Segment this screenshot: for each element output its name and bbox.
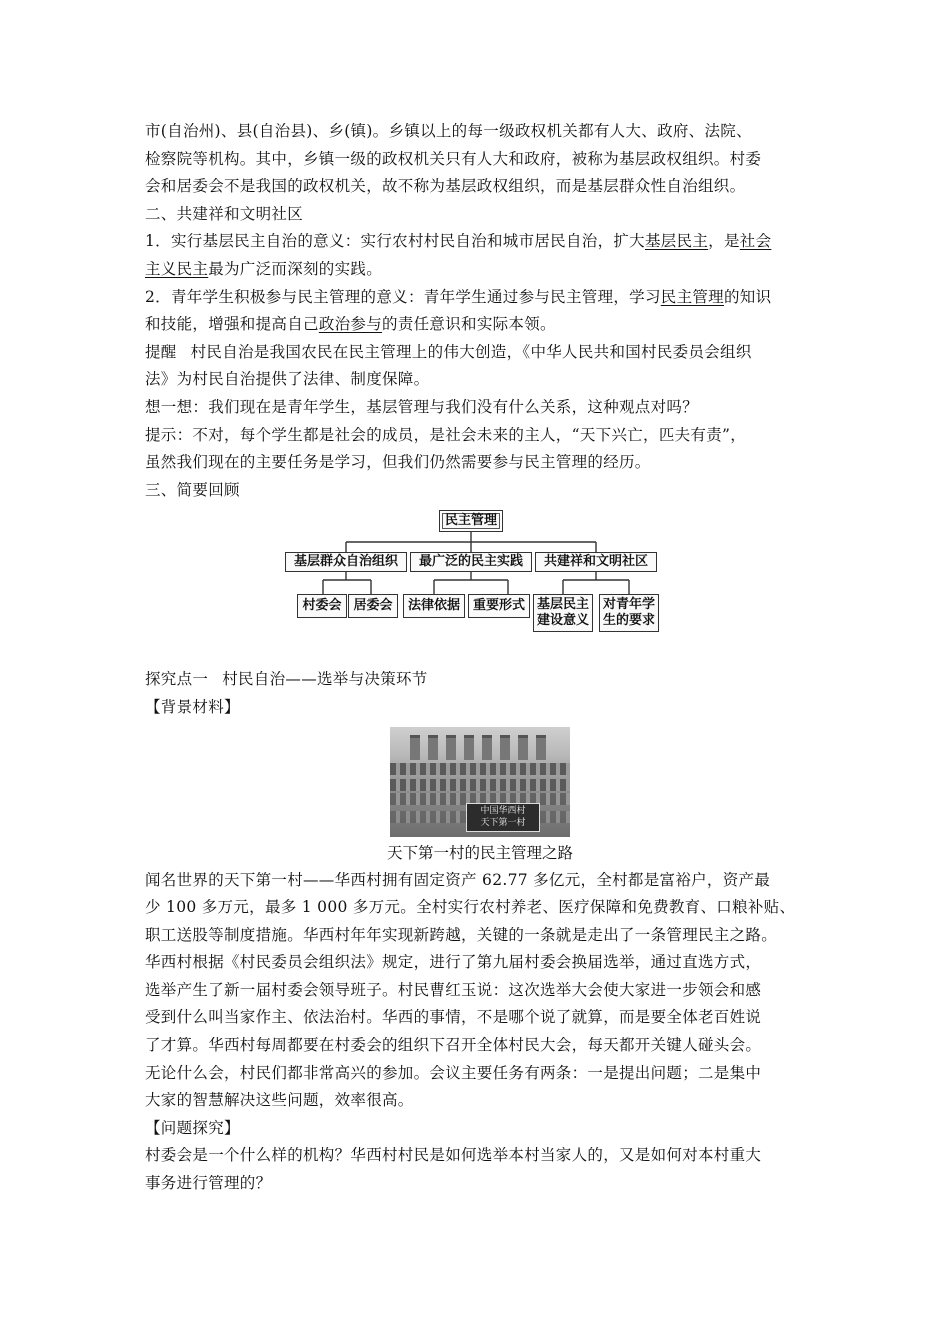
tree-node-level2: 对青年学生的要求: [599, 594, 659, 632]
question-text: 村委会是一个什么样的机构？华西村村民是如何选举本村当家人的，又是如何对本村重大: [145, 1146, 762, 1165]
text-run: 的知识: [723, 287, 772, 306]
sign-text: 中国华西村: [480, 805, 526, 816]
text-run: ，是: [708, 232, 740, 251]
reminder-label: 提醒: [145, 342, 177, 361]
text-run: 和技能，增强和提高自己: [145, 315, 319, 334]
tree-node-level2: 村委会: [297, 594, 347, 618]
body-line: 受到什么叫当家作主、依法治村。华西的事情，不是哪个说了就算，而是要全体老百姓说: [145, 1008, 762, 1027]
section-heading: 三、简要回顾: [145, 480, 240, 499]
explore-title: 村民自治——选举与决策环节: [222, 670, 428, 689]
huaxi-village-photo: [390, 727, 570, 837]
tree-node-level2: 居委会: [348, 594, 398, 618]
question-label: 【问题探究】: [145, 1118, 240, 1137]
tree-root: 民主管理: [439, 510, 503, 532]
underlined-term: 主义民主: [145, 259, 209, 278]
body-line: 了才算。华西村每周都要在村委会的组织下召开全体村民大会，每天都开关键人碰头会。: [145, 1036, 762, 1055]
body-line: 职工送股等制度措施。华西村年年实现新跨越，关键的一条就是走出了一条管理民主之路。: [145, 925, 778, 944]
body-line: 大家的智慧解决这些问题，效率很高。: [145, 1091, 414, 1110]
background-label: 【背景材料】: [145, 697, 240, 716]
village-sign: [466, 803, 540, 832]
text-run: 1．实行基层民主自治的意义：实行农村村民自治和城市居民自治，扩大: [145, 232, 645, 251]
underlined-term: 基层民主: [644, 232, 709, 251]
intro-line: 市(自治州)、县(自治县)、乡(镇)。乡镇以上的每一级政权机关都有人大、政府、法院、: [145, 122, 752, 140]
body-line: 华西村根据《村民委员会组织法》规定，进行了第九届村委会换届选举，通过直选方式，: [145, 953, 762, 972]
tree-node-level1: 基层群众自治组织: [285, 552, 407, 572]
explore-heading: [145, 666, 815, 694]
intro-line: 检察院等机构。其中，乡镇一级的政权机关只有人大和政府，被称为基层政权组织。村委: [145, 149, 762, 168]
underlined-term: 民主管理: [660, 287, 724, 306]
photo-caption: 天下第一村的民主管理之路: [386, 843, 573, 862]
paragraph-students: [145, 284, 815, 312]
hint-cont: 虽然我们现在的主要任务是学习，但我们仍然需要参与民主管理的经历。: [145, 453, 651, 472]
reminder: [145, 339, 815, 367]
tree-node-level1: 最广泛的民主实践: [410, 552, 532, 572]
paragraph-self-governance: [145, 228, 815, 256]
question-text: 事务进行管理的？: [145, 1174, 272, 1193]
paragraph-self-governance-cont: [145, 256, 815, 284]
explore-number: 探究点一: [145, 670, 209, 689]
underlined-term: 社会: [739, 232, 772, 251]
body-line: 少 100 多万元，最多 1 000 多万元。全村实行农村养老、医疗保障和免费教育、口粮补贴、: [145, 898, 796, 917]
intro-line: 会和居委会不是我国的政权机关，故不称为基层政权组织，而是基层群众性自治组织。: [145, 177, 746, 196]
think-question: 想一想：我们现在是青年学生，基层管理与我们没有什么关系，这种观点对吗？: [145, 397, 699, 416]
body-line: 无论什么会，村民们都非常高兴的参加。会议主要任务有两条：一是提出问题；二是集中: [145, 1063, 762, 1082]
sign-text: 天下第一村: [480, 817, 526, 828]
tree-node-level2: 基层民主建设意义: [533, 594, 593, 632]
body-line: 选举产生了新一届村委会领导班子。村民曹红玉说：这次选举大会使大家进一步领会和感: [145, 980, 762, 999]
concept-tree-diagram: [145, 510, 815, 644]
text-run: 2．青年学生积极参与民主管理的意义：青年学生通过参与民主管理，学习: [145, 287, 661, 306]
text-run: 最为广泛而深刻的实践。: [208, 259, 383, 278]
hint: 提示：不对，每个学生都是社会的成员，是社会未来的主人，“天下兴亡，匹夫有责”，: [145, 425, 747, 444]
tree-node-level2: 法律依据: [403, 594, 465, 618]
tree-node-level1: 共建祥和文明社区: [535, 552, 657, 572]
text-run: 的责任意识和实际本领。: [382, 315, 556, 334]
reminder-cont: 法》为村民自治提供了法律、制度保障。: [145, 370, 430, 389]
section-heading: 二、共建祥和文明社区: [145, 204, 304, 223]
paragraph-students-cont: [145, 311, 815, 339]
tree-node-level2: 重要形式: [468, 594, 530, 618]
document-page: [145, 118, 815, 1198]
body-line: 闻名世界的天下第一村——华西村拥有固定资产 62.77 多亿元，全村都是富裕户，资产最: [145, 870, 771, 889]
underlined-term: 政治参与: [318, 315, 383, 334]
text-run: 村民自治是我国农民在民主管理上的伟大创造，《中华人民共和国村民委员会组织: [190, 342, 752, 361]
